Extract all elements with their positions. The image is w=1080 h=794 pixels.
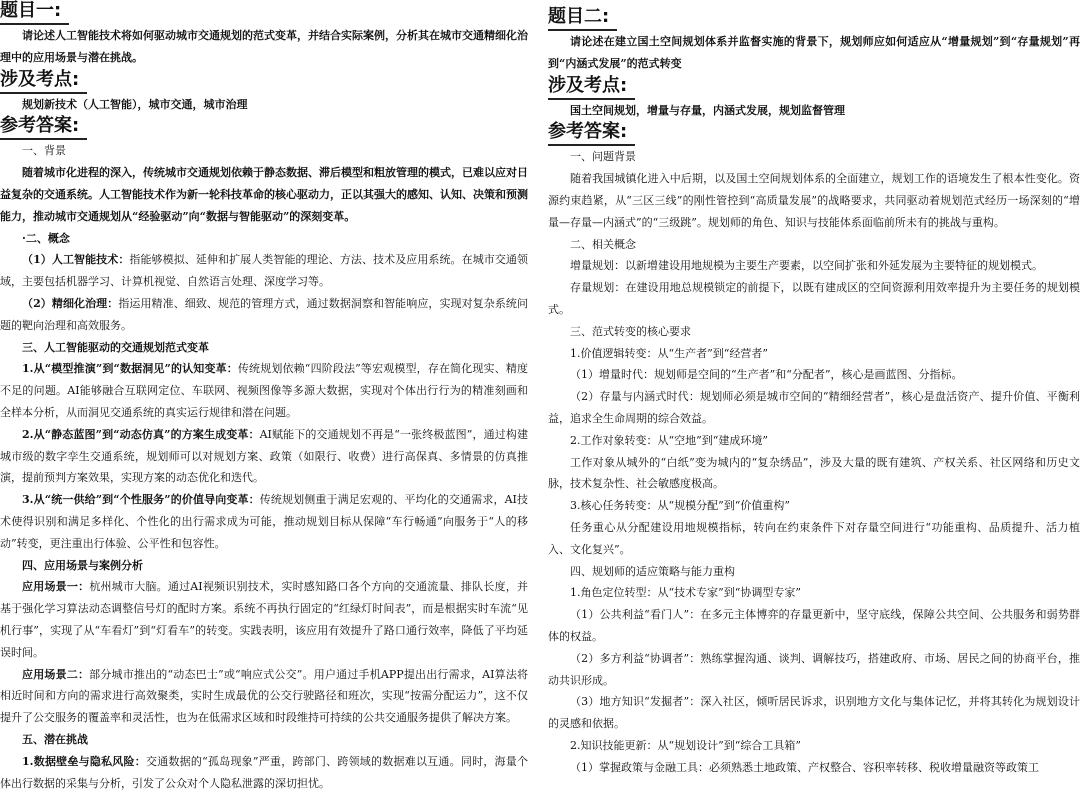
paragraph: （1）增量时代：规划师是空间的“生产者”和“分配者”，核心是画蓝图、分指标。 <box>570 368 963 382</box>
point-text: 交通数据的“孤岛现象”严重，跨部门、跨领域的数据难以互通。同时，海量个体出行数据的采集与分析，引发了公众对个人隐私泄露的深切担忧。 <box>0 754 529 790</box>
paragraph <box>0 424 528 489</box>
point-text: 传统规划依赖“四阶段法”等宏观模型，存在简化现实、精度不足的问题。AI能够融合互联网定位、车联网、视频图像等多源大数据，实现对个体出行行为的精准刻画和全样本分析，从而洞见交通系统的真实运行规律和潜在问题。 <box>0 362 528 419</box>
paragraph <box>0 751 528 794</box>
section-heading: 一、背景 <box>22 144 66 158</box>
paragraph: 1.角色定位转型：从“技术专家”到“协调型专家” <box>570 586 801 600</box>
point-label: 3.从“统一供给”到“个性服务”的价值导向变革： <box>22 493 260 507</box>
right-column <box>548 0 1080 779</box>
question-2-title: 题目二: <box>548 6 617 31</box>
paragraph: 随着城市化进程的深入，传统城市交通规划依赖于静态数据、滞后模型和粗放管理的模式，已难以应对日益复杂的交通系统。人工智能技术作为新一轮科技革命的核心驱动力，正以其强大的感知、认知、决策和预测能力，推动城市交通规划从“经验驱动”向“数据与智能驱动”的深刻变革。 <box>0 166 528 223</box>
case-label: 应用场景一： <box>22 580 90 594</box>
paragraph: 任务重心从分配建设用地规模指标，转向在约束条件下对存量空间进行“功能重构、品质提升、活力植入、文化复兴”。 <box>548 520 1080 556</box>
section-heading: 四、应用场景与案例分析 <box>22 558 143 572</box>
section-heading: 二、相关概念 <box>570 237 636 251</box>
paragraph: （3）地方知识“发掘者”：深入社区，倾听居民诉求，识别地方文化与集体记忆，并将其转化为规划设计的灵感和依据。 <box>548 695 1080 731</box>
term-text: 指能够模拟、延伸和扩展人类智能的理论、方法、技术及应用系统。在城市交通领域，主要包括机器学习、计算机视觉、自然语言处理、深度学习等。 <box>0 253 529 289</box>
paragraph <box>0 576 528 663</box>
case-text: 杭州城市大脑。通过AI视频识别技术，实时感知路口各个方向的交通流量、排队长度，并基于强化学习算法动态调整信号灯的配时方案。系统不再执行固定的“红绿灯时间表”，而是根据实时车流“见机行事”，实现了从“车看灯”到“灯看车”的转变。实践表明，该应用有效提升了路口通行效率，降低了平均延误时间。 <box>0 580 528 659</box>
point-label: 1.数据壁垒与隐私风险： <box>22 754 146 768</box>
paragraph: 随着我国城镇化进入中后期，以及国土空间规划体系的全面建立，规划工作的语境发生了根本性变化。资源约束趋紧，从“三区三线”的刚性管控到“高质量发展”的战略要求，共同驱动着规划范式经历一场深刻的“增量—存量—内涵式”的“三级跳”。规划师的角色、知识与技能体系面临前所未有的挑战与重构。 <box>548 172 1080 229</box>
question-1-text: 请论述人工智能技术将如何驱动城市交通规划的范式变革，并结合实际案例，分析其在城市交通精细化治理中的应用场景与潜在挑战。 <box>0 29 528 64</box>
point-label: 1.从“模型推演”到“数据洞见”的认知变革： <box>22 362 238 376</box>
paragraph: 3.核心任务转变：从“规模分配”到“价值重构” <box>570 499 790 513</box>
question-1-points: 规划新技术（人工智能），城市交通，城市治理 <box>22 97 248 111</box>
question-2-points-heading: 涉及考点: <box>548 75 635 100</box>
question-1-answer-heading: 参考答案: <box>0 115 87 140</box>
section-heading: 四、规划师的适应策略与能力重构 <box>570 564 735 578</box>
point-text: AI赋能下的交通规划不再是“一张终极蓝图”，通过构建城市级的数字孪生交通系统，规划师可以对规划方案、政策（如限行、收费）进行高保真、多情景的仿真推演，提前预判方案效果，实现方案的动态优化和迭代。 <box>0 427 528 485</box>
paragraph: （2）存量与内涵式时代：规划师必须是城市空间的“精细经营者”，核心是盘活资产、提升价值、平衡利益，追求全生命周期的综合效益。 <box>548 390 1080 425</box>
left-column <box>0 0 528 794</box>
paragraph <box>0 489 528 554</box>
question-2-points: 国土空间规划，增量与存量，内涵式发展，规划监督管理 <box>570 103 845 117</box>
paragraph: 存量规划：在建设用地总规模锁定的前提下，以既有建成区的空间资源利用效率提升为主要任务的规划模式。 <box>548 281 1080 316</box>
question-1-title: 题目一: <box>0 0 69 25</box>
question-2-answer-heading: 参考答案: <box>548 121 635 146</box>
case-label: 应用场景二： <box>22 667 90 681</box>
term-text: 指运用精准、细致、规范的管理方式，通过数据洞察和智能响应，实现对复杂系统问题的靶向治理和高效服务。 <box>0 296 529 332</box>
term-label: （2）精细化治理： <box>22 296 119 310</box>
paragraph: （2）多方利益“协调者”：熟练掌握沟通、谈判、调解技巧，搭建政府、市场、居民之间的协商平台，推动共识形成。 <box>548 651 1080 687</box>
paragraph <box>0 664 528 729</box>
paragraph: （1）掌握政策与金融工具：必须熟悉土地政策、产权整合、容积率转移、税收增量融资等政策工 <box>570 760 1039 774</box>
paragraph: 2.知识技能更新：从“规划设计”到“综合工具箱” <box>570 738 801 752</box>
paragraph <box>0 249 528 293</box>
section-heading: 三、人工智能驱动的交通规划范式变革 <box>22 340 209 354</box>
point-label: 2.从“静态蓝图”到“动态仿真”的方案生成变革： <box>22 427 260 441</box>
paragraph: 工作对象从城外的“白纸”变为城内的“复杂绣品”，涉及大量的既有建筑、产权关系、社区网络和历史文脉，技术复杂性、社会敏感度极高。 <box>548 455 1080 491</box>
section-heading: ·二、概念 <box>22 231 70 245</box>
paragraph: 增量规划：以新增建设用地规模为主要生产要素，以空间扩张和外延发展为主要特征的规划模式。 <box>570 259 1043 273</box>
paragraph <box>0 293 528 337</box>
section-heading: 五、潜在挑战 <box>22 732 88 746</box>
paragraph: 1.价值逻辑转变：从“生产者”到“经营者” <box>570 346 768 360</box>
section-heading: 三、范式转变的核心要求 <box>570 324 691 338</box>
term-label: （1）人工智能技术： <box>22 253 130 267</box>
paragraph <box>0 358 528 423</box>
question-2-text: 请论述在建立国土空间规划体系并监督实施的背景下，规划师应如何适应从“增量规划”到“存量规划”再到“内涵式发展”的范式转变 <box>548 35 1080 70</box>
section-heading: 一、问题背景 <box>570 150 636 164</box>
point-text: 传统规划侧重于满足宏观的、平均化的交通需求，AI技术使得识别和满足多样化、个性化的出行需求成为可能，推动规划目标从保障“车行畅通”向服务于“人的移动”转变，更注重出行体验、公平性和包容性。 <box>0 493 528 550</box>
case-text: 部分城市推出的“动态巴士”或“响应式公交”。用户通过手机APP提出出行需求，AI算法将相近时间和方向的需求进行高效聚类，实时生成最优的公交行驶路径和班次，实现“按需分配运力”，这不仅提升了公交服务的覆盖率和灵活性，也为在低需求区域和时段维持可持续的公共交通服务提供了解决方案。 <box>0 667 529 725</box>
paragraph: 2.工作对象转变：从“空地”到“建成环境” <box>570 433 768 447</box>
paragraph: （1）公共利益“看门人”：在多元主体博弈的存量更新中，坚守底线，保障公共空间、公共服务和弱势群体的权益。 <box>548 608 1080 643</box>
question-1-points-heading: 涉及考点: <box>0 69 87 94</box>
